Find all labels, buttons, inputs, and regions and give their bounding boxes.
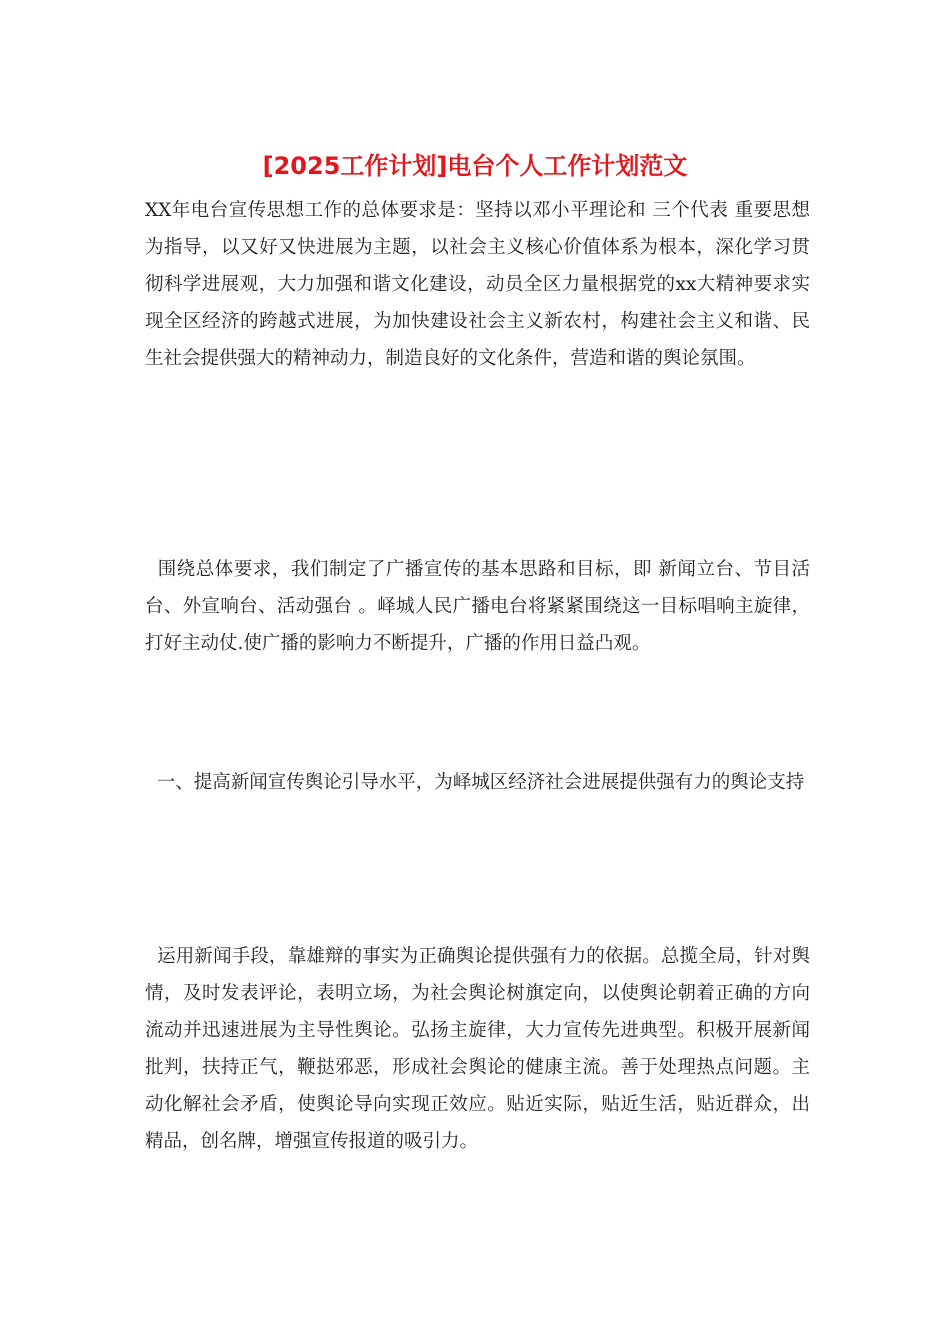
paragraph-news-methods: 运用新闻手段，靠雄辩的事实为正确舆论提供强有力的依据。总揽全局，针对舆情，及时发表评论，表明立场，为社会舆论树旗定向，以使舆论朝着正确的方向流动并迅速进展为主导性舆论。弘扬主旋律，大力宣传先进典型。积极开展新闻批判，扶持正气，鞭挞邪恶，形成社会舆论的健康主流。善于处理热点问题。主动化解社会矛盾，使舆论导向实现正效应。贴近实际，贴近生活，贴近群众，出精品，创名牌，增强宣传报道的吸引力。	[145, 946, 810, 1152]
document-title: [2025工作计划]电台个人工作计划范文	[262, 152, 688, 180]
paragraph-overall-requirements: XX年电台宣传思想工作的总体要求是：坚持以邓小平理论和 三个代表 重要思想为指导，以又好又快进展为主题，以社会主义核心价值体系为根本，深化学习贯彻科学进展观，大力加强和谐文化建设，动员全区力量根据党的xx大精神要求实现全区经济的跨越式进展，为加快建设社会主义新农村，构建社会主义和谐、民生社会提供强大的精神动力，制造良好的文化条件，营造和谐的舆论氛围。	[145, 200, 810, 369]
paragraph-basic-goals: 围绕总体要求，我们制定了广播宣传的基本思路和目标，即 新闻立台、节目活台、外宣响台、活动强台 。峄城人民广播电台将紧紧围绕这一目标唱响主旋律，打好主动仗.使广播的影响力不断提升，广播的作用日益凸观。	[145, 559, 810, 654]
section-heading-one: 一、提高新闻宣传舆论引导水平，为峄城区经济社会进展提供强有力的舆论支持	[145, 772, 805, 793]
